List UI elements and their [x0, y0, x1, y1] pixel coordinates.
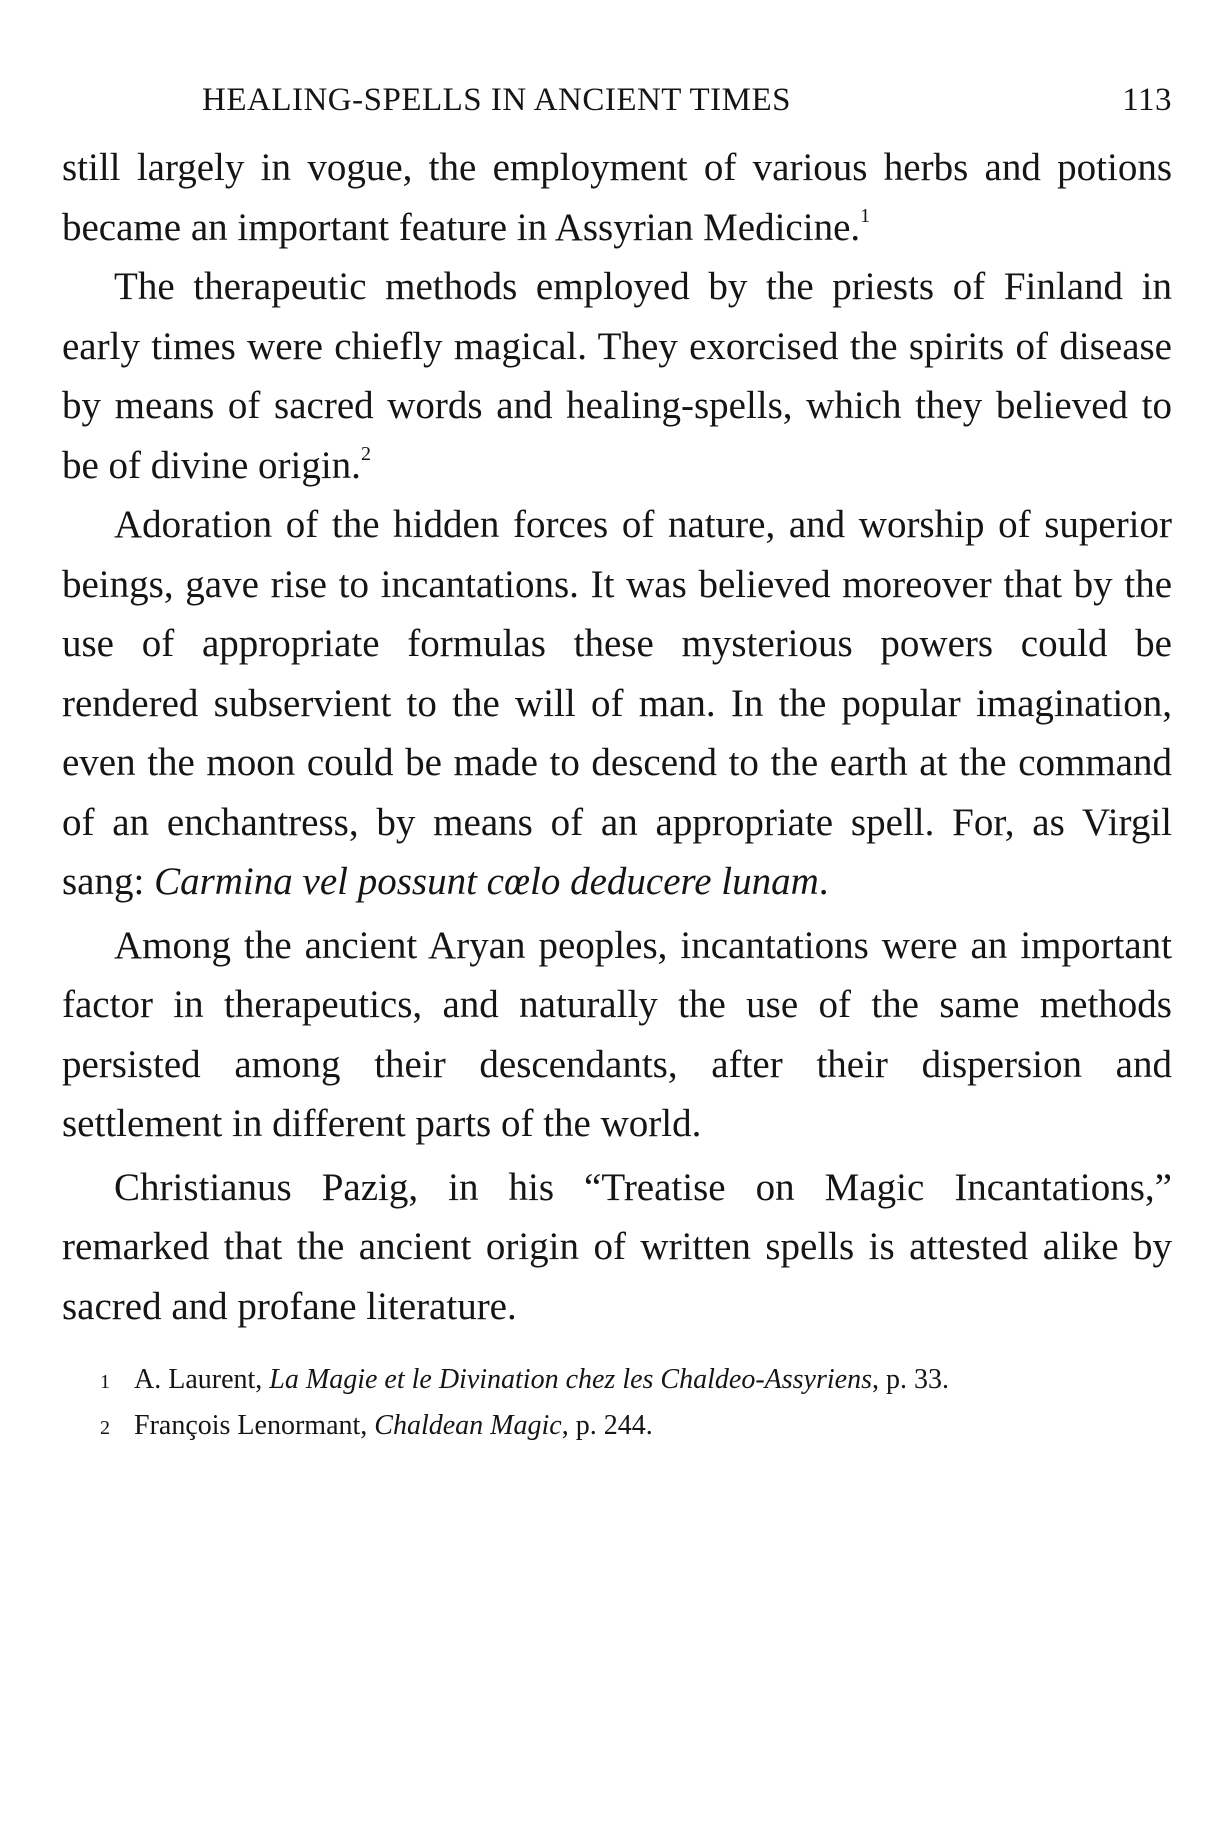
- running-head: [62, 82, 1172, 134]
- paragraph-text-end: .: [818, 860, 829, 903]
- page-number: 113: [1122, 82, 1172, 118]
- body-text: [62, 138, 1172, 1336]
- footnote-mark: 1: [100, 1371, 110, 1393]
- paragraph: [62, 495, 1172, 912]
- book-page: [62, 82, 1172, 1450]
- footnotes: [62, 1358, 1172, 1450]
- paragraph-text: Christianus Pazig, in his “Treatise on Magic Incantations,” remarked that the ancient origin of written spells is attested alike by sacred and profane literature.: [62, 1165, 1172, 1328]
- paragraph-text: Among the ancient Aryan peoples, incantations were an important factor in therapeutics, and naturally the use of the same methods persisted among their descendants, after their dispersion and settlement in different parts of the world.: [62, 923, 1172, 1145]
- footnote-reference: 1: [860, 204, 871, 227]
- footnote-text: [134, 1358, 949, 1404]
- paragraph-text: Adoration of the hidden forces of nature, and worship of superior beings, gave rise to incantations. It was believed moreover that by the use of appropriate formulas these mysterious powers could be rendered subservient to the will of man. In the popular imagination, even the moon could be made to descend to the earth at the command of an enchantress, by means of an appropriate spell. For, as Virgil sang:: [62, 503, 1172, 903]
- footnote-mark: 2: [100, 1417, 110, 1439]
- footnote-title: La Magie et le Divination chez les Chaldeo-Assyriens: [269, 1364, 872, 1395]
- footnote-title: Chaldean Magic: [374, 1410, 562, 1441]
- footnote-reference: 2: [360, 442, 371, 465]
- paragraph: [62, 257, 1172, 495]
- footnote: [100, 1358, 1172, 1404]
- paragraph-text: The therapeutic methods employed by the priests of Finland in early times were chiefly magical. They exorcised the spirits of disease by means of sacred words and healing-spells, which they believed to be of divine origin.: [62, 265, 1172, 487]
- footnote-author: A. Laurent,: [134, 1364, 270, 1395]
- footnote-text: [134, 1404, 653, 1450]
- paragraph: [62, 138, 1172, 257]
- footnote: [100, 1404, 1172, 1450]
- footnote-author: François Lenormant,: [134, 1410, 375, 1441]
- footnote-page: , p. 244.: [561, 1410, 653, 1441]
- latin-quotation: Carmina vel possunt cœlo deducere lunam: [154, 860, 819, 903]
- footnote-page: , p. 33.: [871, 1364, 949, 1395]
- paragraph: [62, 916, 1172, 1154]
- paragraph-text: still largely in vogue, the employment of various herbs and potions became an important feature in Assyrian Medicine.: [62, 146, 1172, 249]
- running-title: HEALING-SPELLS IN ANCIENT TIMES: [202, 82, 792, 118]
- paragraph: [62, 1158, 1172, 1337]
